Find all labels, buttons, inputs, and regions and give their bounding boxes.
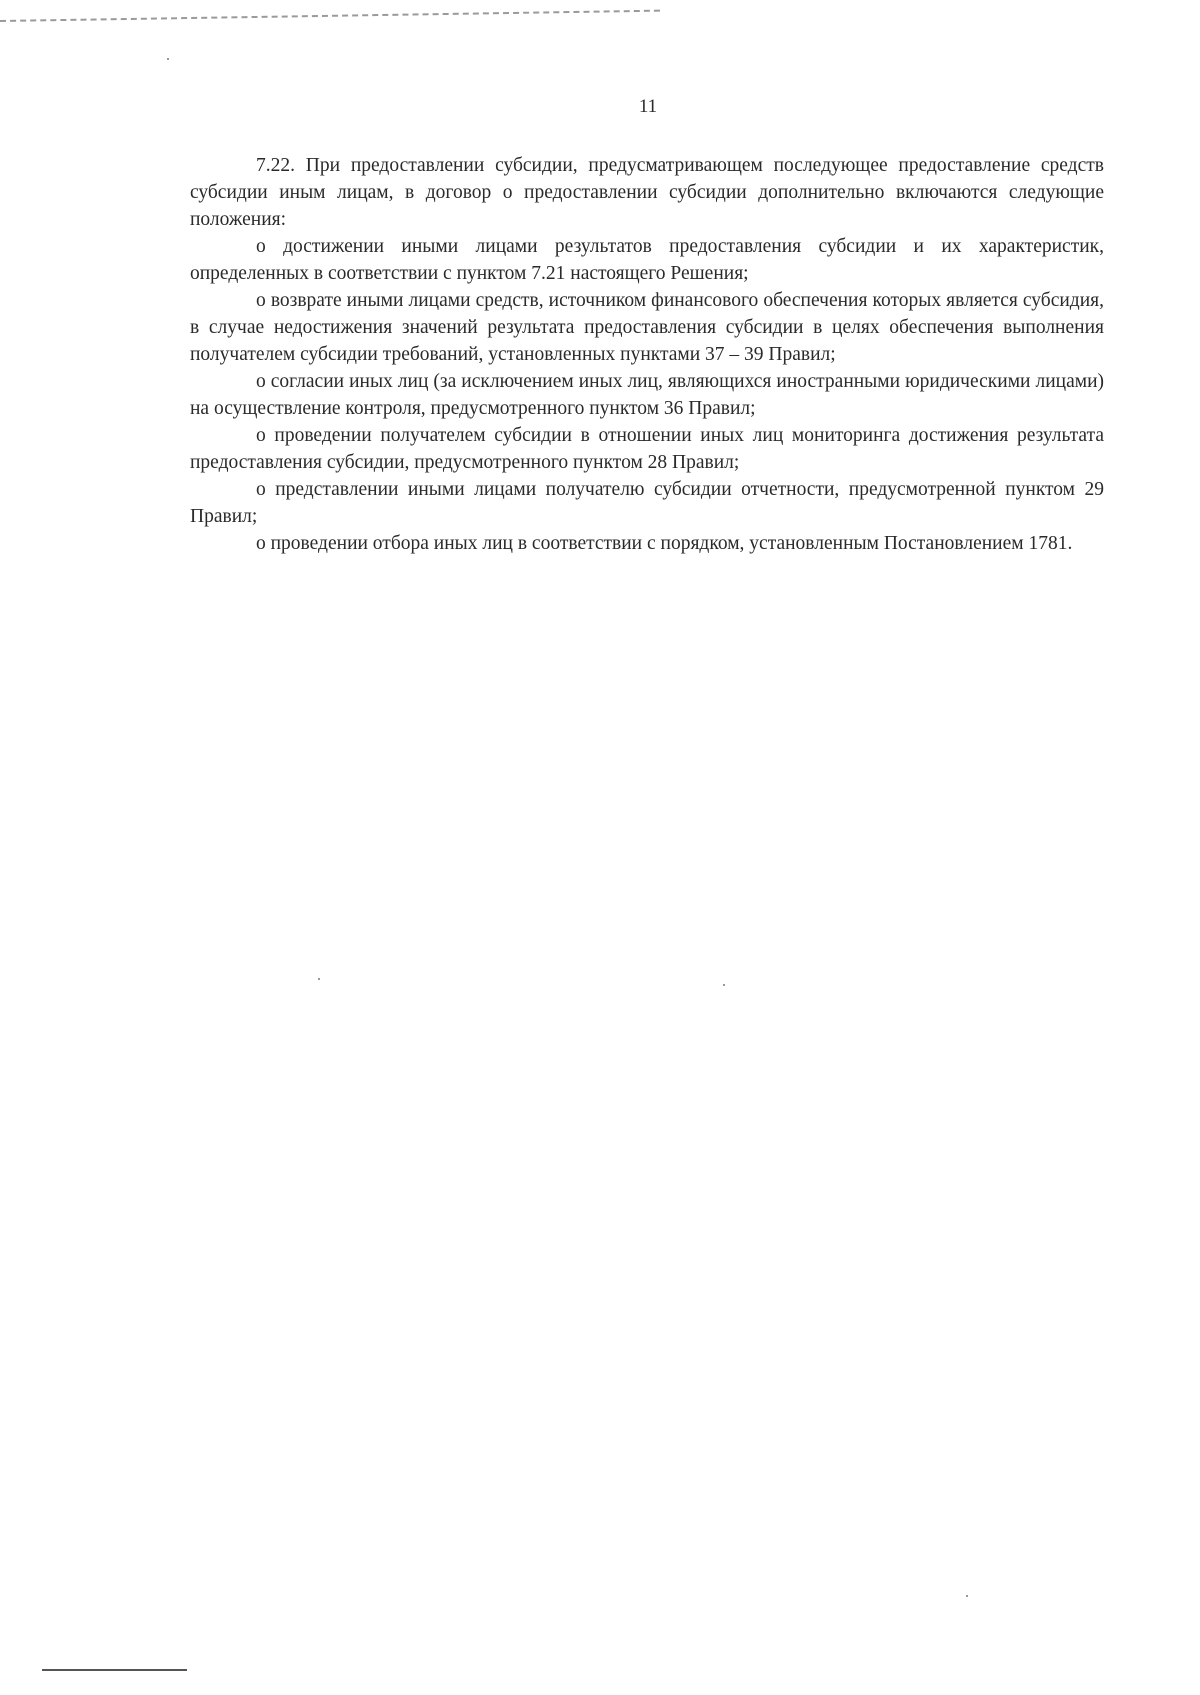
scan-speck: [723, 984, 725, 986]
scan-speck: [966, 1595, 968, 1597]
paragraph-funds-return: о возврате иными лицами средств, источником финансового обеспечения которых является субсидия, в случае недостижения значений результата предоставления субсидии в целях обеспечения выполнения получателем субсидии требований, установленных пунктами 37 – 39 Правил;: [190, 290, 1104, 365]
paragraph-control-consent: о согласии иных лиц (за исключением иных лиц, являющихся иностранными юридическими лицами) на осуществление контроля, предусмотренного пунктом 36 Правил;: [190, 371, 1104, 419]
paragraph-selection: о проведении отбора иных лиц в соответствии с порядком, установленным Постановлением 1781.: [256, 533, 1073, 554]
scan-speck: [318, 978, 320, 980]
scan-bottom-line: [42, 1669, 187, 1671]
paragraph-clause-7-22: 7.22. При предоставлении субсидии, предусматривающем последующее предоставление средств субсидии иным лицам, в договор о предоставлении субсидии дополнительно включаются следующие положения:: [190, 155, 1104, 230]
paragraph-results-achievement: о достижении иными лицами результатов предоставления субсидии и их характеристик, определенных в соответствии с пунктом 7.21 настоящего Решения;: [190, 236, 1104, 284]
page-number: 11: [638, 96, 658, 117]
paragraph-monitoring: о проведении получателем субсидии в отношении иных лиц мониторинга достижения результата предоставления субсидии, предусмотренного пунктом 28 Правил;: [190, 425, 1104, 473]
paragraph-reporting: о представлении иными лицами получателю субсидии отчетности, предусмотренной пунктом 29 Правил;: [190, 479, 1104, 527]
scan-speck: [167, 58, 169, 60]
document-body: [190, 152, 1104, 557]
scan-top-edge: [0, 10, 660, 22]
